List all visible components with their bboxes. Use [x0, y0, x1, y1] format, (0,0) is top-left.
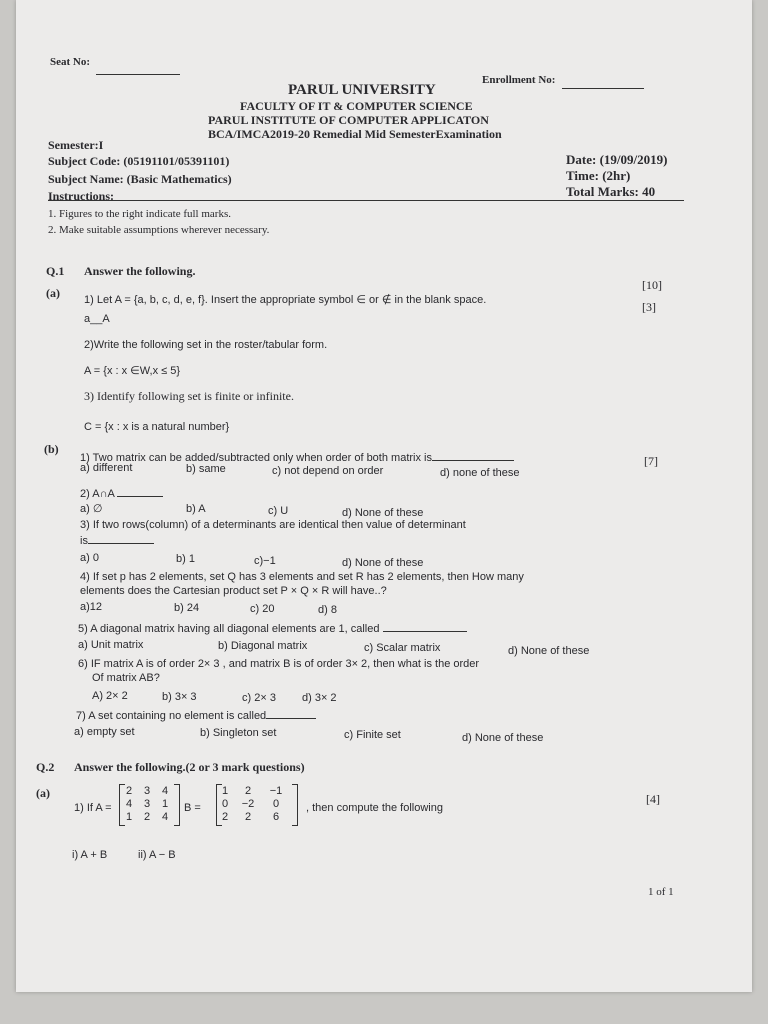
q1b-question-4: 4) If set p has 2 elements, set Q has 3 elements and set R has 2 elements, then How many — [80, 571, 524, 583]
matrix-cell: 4 — [125, 798, 133, 810]
q1b-question-6-option-a: A) 2× 2 — [92, 690, 128, 702]
q1b-question-4-option-c: c) 20 — [250, 603, 275, 615]
q1a-question-2: 2)Write the following set in the roster/tabular form. — [84, 339, 328, 351]
q1b-question-2-option-a: a) ∅ — [80, 503, 103, 515]
answer-blank — [88, 533, 154, 544]
instruction-2: 2. Make suitable assumptions wherever necessary. — [48, 224, 270, 236]
q1b-question-2-option-c: c) U — [268, 505, 289, 517]
q1-label: Q.1 — [46, 264, 65, 278]
q1b-question-1 — [80, 450, 514, 464]
q1a-marks: [3] — [642, 300, 656, 314]
matrix-cell: 0 — [272, 798, 280, 810]
q1b-question-2-option-b: b) A — [186, 503, 206, 515]
instruction-1: 1. Figures to the right indicate full marks. — [48, 208, 231, 220]
q1b-question-3-cont-text: is — [80, 535, 88, 547]
q1b-question-5-option-c: c) Scalar matrix — [364, 642, 441, 654]
exam-name: BCA/IMCA2019-20 Remedial Mid SemesterExamination — [208, 127, 502, 141]
exam-paper — [16, 0, 752, 992]
header-divider — [48, 200, 684, 201]
q1b-marks: [7] — [644, 454, 658, 468]
matrix-b-row — [216, 798, 290, 811]
q1b-question-6-option-b: b) 3× 3 — [162, 691, 197, 703]
q1a-question-1: 1) Let A = {a, b, c, d, e, f}. Insert the appropriate symbol ∈ or ∉ in the blank space. — [84, 294, 487, 306]
matrix-cell: 4 — [161, 785, 169, 797]
page-number: 1 of 1 — [648, 886, 674, 898]
matrix-cell: −2 — [241, 798, 255, 810]
matrix-cell: 2 — [244, 785, 252, 797]
answer-blank — [266, 708, 316, 719]
q2a-part-i: i) A + B — [72, 849, 108, 861]
q1b-question-1-option-c: c) not depend on order — [272, 465, 384, 477]
matrix-cell: 2 — [125, 785, 133, 797]
faculty-name: FACULTY OF IT & COMPUTER SCIENCE — [240, 99, 473, 113]
q2-title: Answer the following.(2 or 3 mark questions) — [74, 760, 305, 774]
q1b-question-3-option-b: b) 1 — [176, 553, 195, 565]
semester: Semester:I — [48, 138, 104, 152]
q1b-question-1-option-d: d) none of these — [440, 467, 520, 479]
matrix-cell: 2 — [244, 811, 252, 823]
q2-label: Q.2 — [36, 760, 55, 774]
matrix-a — [120, 785, 174, 824]
instructions-title: Instructions: — [48, 189, 115, 203]
q2a-part-ii: ii) A − B — [138, 849, 176, 861]
matrix-cell: 1 — [125, 811, 133, 823]
q1b-question-4-option-b: b) 24 — [174, 602, 200, 614]
answer-blank — [432, 450, 514, 461]
exam-time: Time: (2hr) — [566, 168, 631, 183]
q1b-question-7-option-a: a) empty set — [74, 726, 135, 738]
q1b-question-3-cont — [80, 533, 154, 547]
q1b-question-6-option-c: c) 2× 3 — [242, 692, 276, 704]
q1b-question-7 — [76, 708, 316, 722]
matrix-cell: 3 — [143, 785, 151, 797]
q2a-marks: [4] — [646, 792, 660, 806]
q1b-question-2-option-d: d) None of these — [342, 507, 424, 519]
q1b-question-1-option-a: a) different — [80, 462, 133, 474]
q1b-question-6: 6) IF matrix A is of order 2× 3 , and matrix B is of order 3× 2, then what is the order — [78, 658, 480, 670]
university-name: PARUL UNIVERSITY — [288, 82, 436, 98]
answer-blank — [383, 621, 467, 632]
matrix-a-row — [120, 785, 174, 798]
q1b-question-1-text: 1) Two matrix can be added/subtracted only when order of both matrix is — [80, 452, 432, 464]
q1b-question-7-option-b: b) Singleton set — [200, 727, 277, 739]
q1b-question-3-option-c: c)−1 — [254, 555, 276, 567]
q1b-question-4-cont: elements does the Cartesian product set P × Q × R will have..? — [80, 585, 387, 597]
q1b-question-5-option-a: a) Unit matrix — [78, 639, 144, 651]
q1b-label: (b) — [44, 442, 59, 456]
matrix-cell: 6 — [272, 811, 280, 823]
q1b-question-5-text: 5) A diagonal matrix having all diagonal elements are 1, called — [78, 623, 380, 635]
q1a-question-1-answer: a__A — [84, 313, 110, 325]
q1b-question-5-option-d: d) None of these — [508, 645, 590, 657]
q1a-label: (a) — [46, 286, 60, 300]
q1b-question-4-option-a: a)12 — [80, 601, 103, 613]
matrix-a-row — [120, 811, 174, 824]
q1b-question-7-option-c: c) Finite set — [344, 729, 401, 741]
matrix-b-row — [216, 811, 290, 824]
matrix-a-right-bracket — [174, 784, 180, 826]
q1b-question-3-option-d: d) None of these — [342, 557, 424, 569]
q2a-label: (a) — [36, 786, 50, 800]
q1b-question-6-option-d: d) 3× 2 — [302, 692, 337, 704]
q1b-question-2-text: 2) A∩A — [80, 488, 115, 500]
q1a-question-2-set: A = {x : x ∈W,x ≤ 5} — [84, 365, 181, 377]
q2a-b-label: B = — [184, 802, 201, 814]
q1b-question-5-option-b: b) Diagonal matrix — [218, 640, 308, 652]
q1b-question-6-cont: Of matrix AB? — [92, 672, 160, 684]
q1b-question-5 — [78, 621, 467, 635]
q2a-question-suffix: , then compute the following — [306, 802, 443, 814]
q1b-question-7-text: 7) A set containing no element is called — [76, 710, 267, 722]
matrix-cell: 2 — [221, 811, 229, 823]
q1a-question-3-set: C = {x : x is a natural number} — [84, 421, 230, 433]
enrollment-no-line — [562, 88, 644, 89]
q1b-question-3-option-a: a) 0 — [80, 552, 99, 564]
matrix-cell: 2 — [143, 811, 151, 823]
subject-name: Subject Name: (Basic Mathematics) — [48, 172, 232, 186]
subject-code: Subject Code: (05191101/05391101) — [48, 154, 230, 168]
q1a-question-3: 3) Identify following set is finite or infinite. — [84, 389, 294, 403]
q2a-question-prefix: 1) If A = — [74, 802, 112, 814]
exam-date: Date: (19/09/2019) — [566, 152, 668, 167]
q1b-question-4-option-d: d) 8 — [318, 604, 337, 616]
q1b-question-1-option-b: b) same — [186, 463, 226, 475]
matrix-cell: 1 — [221, 785, 229, 797]
matrix-cell: 4 — [161, 811, 169, 823]
matrix-b-right-bracket — [292, 784, 298, 826]
q1b-question-2 — [80, 486, 163, 500]
answer-blank — [117, 486, 163, 497]
matrix-b-row — [216, 785, 290, 798]
matrix-cell: 1 — [161, 798, 169, 810]
q1b-question-7-option-d: d) None of these — [462, 732, 544, 744]
q1b-question-3: 3) If two rows(column) of a determinants are identical then value of determinant — [80, 519, 466, 531]
total-marks: Total Marks: 40 — [566, 184, 656, 199]
matrix-cell: 0 — [221, 798, 229, 810]
institute-name: PARUL INSTITUTE OF COMPUTER APPLICATON — [208, 113, 489, 127]
matrix-cell: −1 — [269, 785, 283, 797]
matrix-b — [216, 785, 290, 824]
seat-no-label: Seat No: — [50, 56, 91, 68]
q1-title: Answer the following. — [84, 264, 196, 278]
matrix-a-row — [120, 798, 174, 811]
enrollment-no-label: Enrollment No: — [482, 74, 556, 86]
seat-no-line — [96, 74, 180, 75]
matrix-cell: 3 — [143, 798, 151, 810]
q1-marks: [10] — [642, 278, 662, 292]
